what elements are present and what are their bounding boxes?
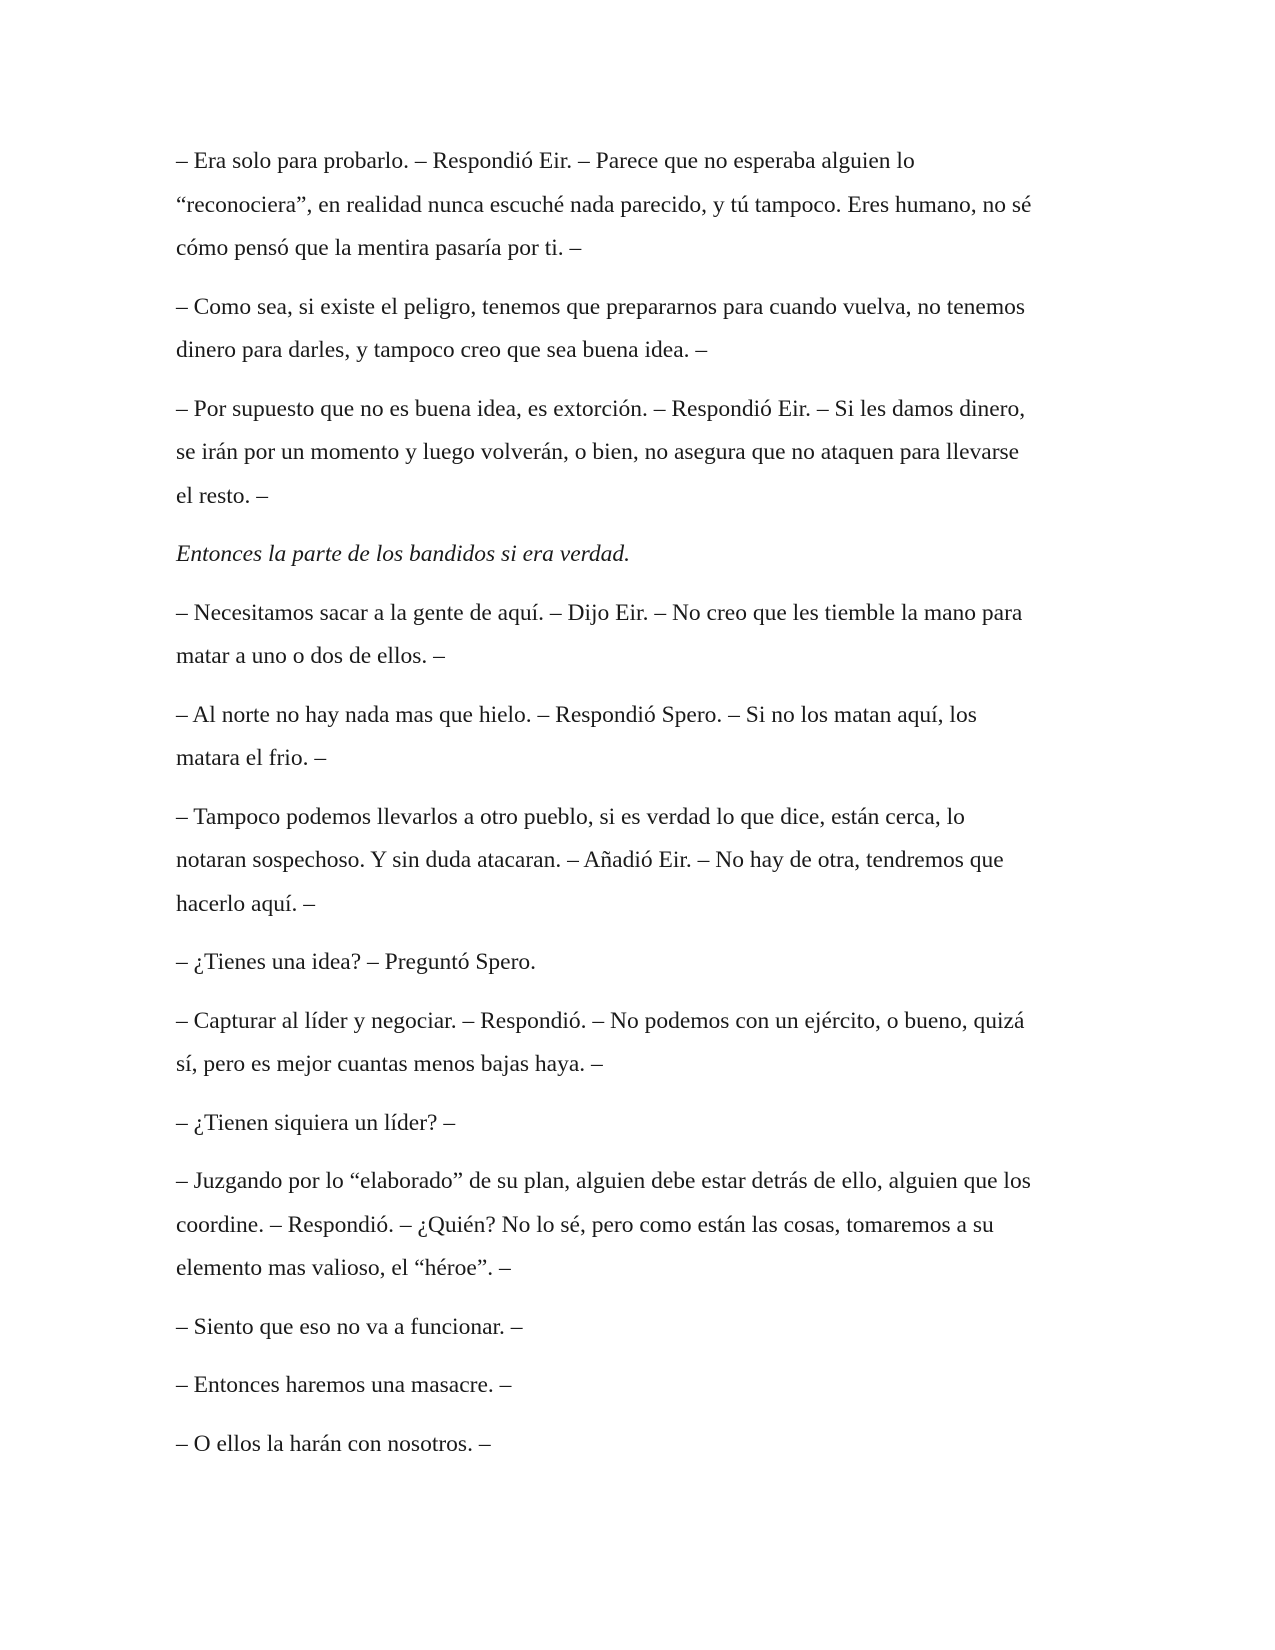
text-line: el resto. – [176,482,269,509]
paragraph [176,388,1096,519]
paragraph [176,1423,1096,1467]
text-line: “reconociera”, en realidad nunca escuché nada parecido, y tú tampoco. Eres humano, no sé [176,191,1032,218]
document-body [176,140,1096,1466]
paragraph [176,1102,1096,1146]
paragraph [176,694,1096,781]
text-line: se irán por un momento y luego volverán, o bien, no asegura que no ataquen para llevarse [176,439,1020,465]
text-line: matar a uno o dos de ellos. – [176,643,445,669]
text-line: – ¿Tienen siquiera un líder? – [176,1109,456,1136]
paragraph [176,1364,1096,1408]
italic-paragraph [176,533,1096,577]
text-line: – Tampoco podemos llevarlos a otro pueblo, si es verdad lo que dice, están cerca, lo [176,803,965,830]
paragraph [176,140,1096,271]
text-line: – Como sea, si existe el peligro, tenemos que prepararnos para cuando vuelva, no tenemos [176,293,1026,320]
text-line: – ¿Tienes una idea? – Preguntó Spero. [176,949,537,975]
paragraph [176,1306,1096,1350]
text-line: – Necesitamos sacar a la gente de aquí. – Dijo Eir. – No creo que les tiemble la mano para [176,599,1023,626]
text-line: elemento mas valioso, el “héroe”. – [176,1255,511,1281]
paragraph [176,592,1096,679]
text-line: coordine. – Respondió. – ¿Quién? No lo sé, pero como están las cosas, tomaremos a su [176,1211,994,1238]
text-line: dinero para darles, y tampoco creo que sea buena idea. – [176,337,708,363]
text-line: – Por supuesto que no es buena idea, es extorción. – Respondió Eir. – Si les damos dinero, [176,395,1026,422]
text-line: Entonces la parte de los bandidos si era verdad. [176,541,631,567]
paragraph [176,941,1096,985]
paragraph [176,796,1096,927]
text-line: – Al norte no hay nada mas que hielo. – Respondió Spero. – Si no los matan aquí, los [176,701,977,728]
text-line: – O ellos la harán con nosotros. – [176,1430,491,1457]
text-line: – Siento que eso no va a funcionar. – [176,1313,523,1340]
text-line: hacerlo aquí. – [176,890,315,917]
text-line: sí, pero es mejor cuantas menos bajas haya. – [176,1051,603,1077]
document-page [176,140,1096,1481]
text-line: – Entonces haremos una masacre. – [176,1372,512,1398]
text-line: – Capturar al líder y negociar. – Respondió. – No podemos con un ejército, o bueno, quizá [176,1007,1025,1034]
paragraph [176,1000,1096,1087]
text-line: notaran sospechoso. Y sin duda atacaran. – Añadió Eir. – No hay de otra, tendremos que [176,847,1004,873]
text-line: – Era solo para probarlo. – Respondió Eir. – Parece que no esperaba alguien lo [176,148,915,174]
text-line: cómo pensó que la mentira pasaría por ti. – [176,235,582,261]
text-line: matara el frio. – [176,745,327,771]
text-line: – Juzgando por lo “elaborado” de su plan, alguien debe estar detrás de ello, alguien que los [176,1168,1031,1194]
paragraph [176,286,1096,373]
paragraph [176,1160,1096,1291]
